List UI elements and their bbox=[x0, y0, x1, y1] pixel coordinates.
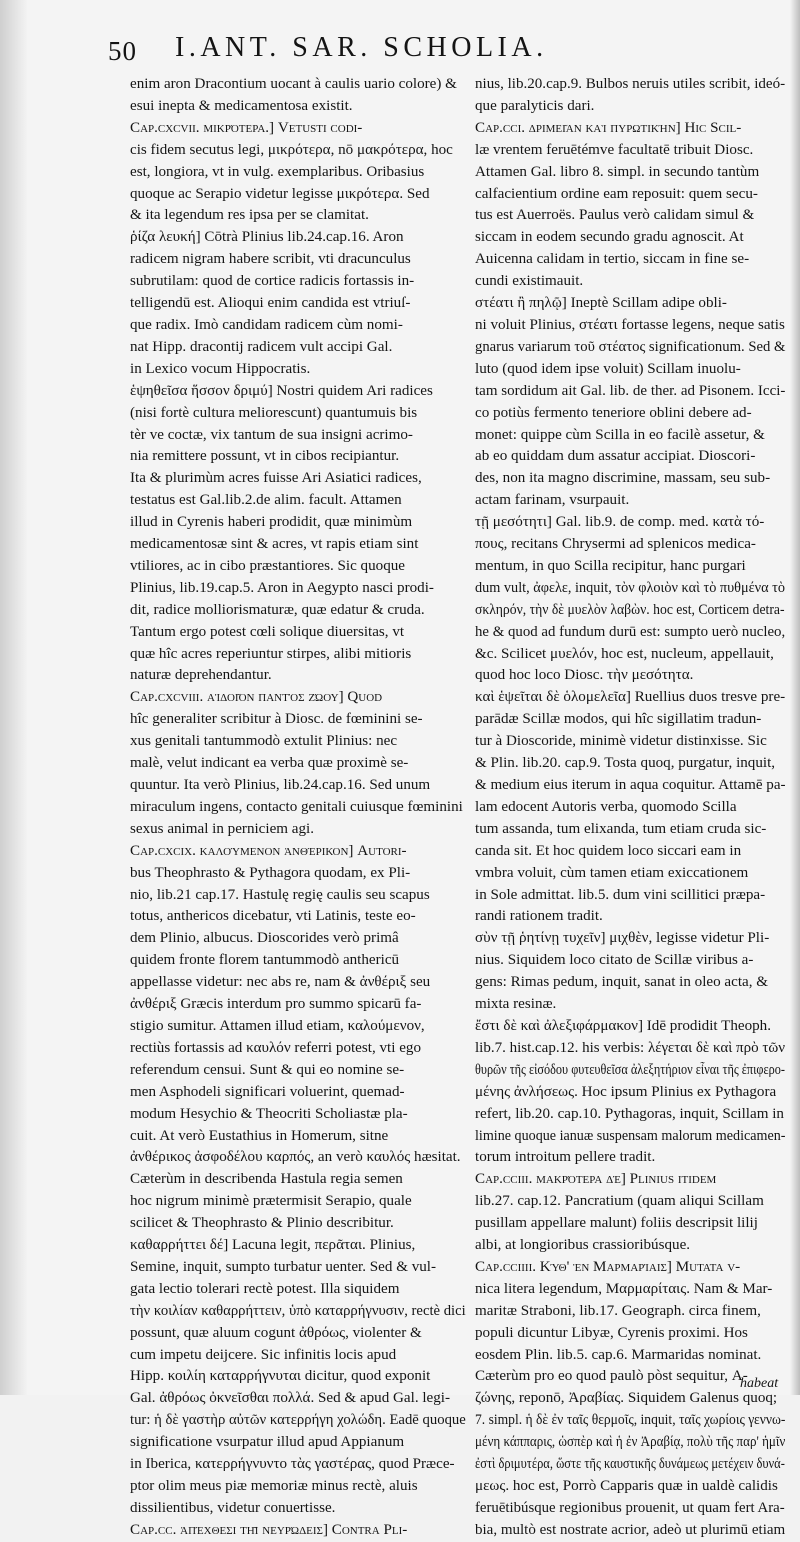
text-line: læ vrentem feruētémve facultatē tribuit Diosc. bbox=[475, 141, 754, 158]
text-line: tum assanda, tum elixanda, tum etiam cruda sic- bbox=[475, 820, 767, 837]
text-line: Cap.cc. ἀπέχθεσι τῇ νευρώδεις] Contra Pli- bbox=[130, 1521, 408, 1538]
text-line: des, non ita magno discrimine, massam, seu sub- bbox=[475, 470, 771, 487]
text-line: torum introitum pellere tradit. bbox=[475, 1149, 656, 1166]
text-line: τὴν κοιλίαν καθαρρήττειν, ὑπὸ καταρρήγνυσιν, rectè dici bbox=[130, 1302, 466, 1319]
text-line: quæ hîc acres reperiuntur stirpes, alibi mitioris bbox=[130, 645, 412, 662]
text-line: &c. Scilicet μυελόν, hoc est, nucleum, appellauit, bbox=[475, 645, 774, 662]
text-line: miraculum ingens, contacto genitali cuiusque fœminini bbox=[130, 798, 463, 815]
text-line: ab eo quiddam dum assatur accipiat. Dioscori- bbox=[475, 448, 756, 465]
text-line: populi dicuntur Libyæ, Cyrenis proximi. Hos bbox=[475, 1324, 748, 1341]
text-line: referendum censui. Sunt & qui eo nomine se- bbox=[130, 1061, 405, 1078]
text-line: Cap.cxcvii. μικρότερα.] Vetusti codi- bbox=[130, 119, 363, 136]
text-line: pusillam appellare malunt) foliis descripsit lilij bbox=[475, 1215, 758, 1232]
text-line: Auicenna calidam in tertio, siccam in fine se- bbox=[475, 251, 750, 268]
page-header bbox=[0, 30, 800, 70]
text-line: nat Hipp. dracontij radicem vult accipi Gal. bbox=[130, 338, 393, 355]
text-line: scilicet & Theophrasto & Plinio describitur. bbox=[130, 1215, 394, 1232]
text-line: Cap.cci. δριμεῖαν καὶ πυρωτικήν] Hic Scil- bbox=[475, 119, 742, 136]
text-line: canda sit. Et hoc quidem loco siccari eam in bbox=[475, 842, 742, 859]
text-line: monet: quippe cùm Scilla in eo facilè assetur, & bbox=[475, 426, 765, 443]
text-line: σὺν τῇ ῥητίνῃ τυχεῖν] μιχθὲν, legisse videtur Pli- bbox=[475, 930, 770, 947]
text-line: nio, lib.21 cap.17. Hastulę regię caulis seu scapus bbox=[130, 886, 430, 903]
text-line: καθαρρήττει δέ] Lacuna legit, περᾶται. Plinius, bbox=[130, 1237, 416, 1254]
text-line: lam edocent Autoris verba, quomodo Scilla bbox=[475, 798, 737, 815]
text-line: mentum, in quo Scilla recipitur, hanc purgari bbox=[475, 557, 746, 574]
text-line: & Plin. lib.20. cap.9. Tosta quoq, purgatur, inquit, bbox=[475, 755, 776, 772]
text-line: que radix. Imò candidam radicem cùm nomi- bbox=[130, 316, 403, 333]
text-line: tur: ἡ δὲ γαστὴρ αὐτῶν κατερρήγη χολώδη. Eadē quoque bbox=[130, 1412, 466, 1429]
text-line: nius. Siquidem loco citato de Scillæ viribus a- bbox=[475, 952, 754, 969]
text-line: & ita legendum res ipsa per se clamitat. bbox=[130, 207, 369, 224]
text-line: refert, lib.20. cap.10. Pythagoras, inquit, Scillam in bbox=[475, 1105, 784, 1122]
text-line: cundi existimauit. bbox=[475, 273, 584, 290]
binding-shadow bbox=[0, 0, 28, 1395]
left-column bbox=[130, 74, 466, 1542]
text-line: ἀνθέριξ Græcis interdum pro summo spicarū fa- bbox=[130, 996, 422, 1013]
text-line: Attamen Gal. libro 8. simpl. in secundo tantùm bbox=[475, 163, 760, 180]
text-line: Ita & plurimùm acres fuisse Ari Asiatici radices, bbox=[130, 470, 422, 487]
text-line: enim aron Dracontium uocant à caulis uario colore) & bbox=[130, 76, 457, 92]
text-line: in Lexico vocum Hippocratis. bbox=[130, 360, 311, 377]
text-line: ptor olim meus piæ memoriæ minus rectè, aluis bbox=[130, 1478, 418, 1494]
text-line: modum Hesychio & Theocriti Scholiastæ pla- bbox=[130, 1105, 408, 1122]
text-line: lib.27. cap.12. Pancratium (quam aliqui Scillam bbox=[475, 1193, 764, 1210]
text-line: σκληρόν, τὴν δὲ μυελὸν λαβὼν. hoc est, Corticem detra- bbox=[475, 601, 785, 618]
text-line: mixta resinæ. bbox=[475, 996, 557, 1013]
text-line: co potiùs fermento teneriore oblini debere ad- bbox=[475, 404, 752, 421]
text-line: he & quod ad fundum durū est: sumpto uerò nucleo, bbox=[475, 623, 786, 640]
text-line: calfacientium ordine eam reposuit: quem secu- bbox=[475, 185, 758, 202]
text-line: gnarus variarum τοῦ στέατος significationum. Sed & bbox=[475, 338, 786, 355]
text-line: telligendū est. Alioqui enim candida est vtriuſ- bbox=[130, 295, 411, 312]
text-line: ni voluit Plinius, στέατι fortasse legens, neque satis bbox=[475, 316, 785, 333]
text-line: quidem fronte florem tantummodò anthericū bbox=[130, 952, 400, 969]
text-line: lib.7. hist.cap.12. his verbis: λέγεται δὲ καὶ πρὸ τῶν bbox=[475, 1039, 786, 1056]
text-line: nius, lib.20.cap.9. Bulbos neruis utiles scribit, ideó- bbox=[475, 76, 786, 92]
text-line: feruētibúsque regionibus prouenit, ut quam fert Ara- bbox=[475, 1499, 785, 1516]
text-line: dit, radice molliorismaturæ, quæ edatur & cruda. bbox=[130, 601, 425, 618]
text-line: naturæ deprehendantur. bbox=[130, 667, 272, 684]
text-line: malè, velut indicant ea verba quæ proximè se- bbox=[130, 755, 409, 772]
text-line: τῇ μεσότητι] Gal. lib.9. de comp. med. κατὰ τό- bbox=[475, 514, 765, 531]
text-line: possunt, quæ aluum cogunt ἀθρόως, violenter & bbox=[130, 1324, 422, 1341]
text-line: quod hoc loco Diosc. τὴν μεσότητα. bbox=[475, 667, 694, 684]
text-line: Cæterùm in describenda Hastula regia semen bbox=[130, 1171, 403, 1188]
text-line: Cæterùm pro eo quod paulò pòst sequitur, Α- bbox=[475, 1368, 748, 1385]
text-line: στέατι ἢ πηλῷ] Ineptè Scillam adipe obli- bbox=[475, 295, 727, 312]
text-line: est, longiora, vt in vulg. exemplaribus. Oribasius bbox=[130, 163, 425, 180]
text-line: medicamentosæ sint & acres, vt rapis etiam sint bbox=[130, 536, 419, 553]
text-line: totus, anthericos dicebatur, vti Latinis, teste eo- bbox=[130, 908, 416, 925]
text-line: esui inepta & medicamentosa existit. bbox=[130, 97, 353, 114]
text-line: subrutilam: quod de cortice radicis fortassis in- bbox=[130, 273, 415, 290]
text-line: ῥίζα λευκή] Cōtrà Plinius lib.24.cap.16. Aron bbox=[130, 229, 404, 246]
text-line: gata lectio tolerari rectè potest. Illa siquidem bbox=[130, 1280, 400, 1297]
text-line: nia remittere possunt, vt in cibos recipiantur. bbox=[130, 448, 400, 465]
text-line: cis fidem secutus legi, μικρότερα, nō μακρότερα, hoc bbox=[130, 141, 453, 158]
text-line: radicem nigram habere scribit, vti dracunculus bbox=[130, 251, 411, 268]
text-line: hîc generaliter scribitur à Diosc. de fœminini se- bbox=[130, 711, 423, 728]
text-line: in Iberica, κατερρήγνυντο τὰς γαστέρας, quod Præce- bbox=[130, 1456, 455, 1473]
text-line: limine quoque ianuæ suspensam malorum medicamen- bbox=[475, 1127, 786, 1144]
text-line: καὶ ἑψεῖται δὲ ὁλομελεῖα] Ruellius duos tresve pre- bbox=[475, 689, 786, 706]
text-line: dissilientibus, videtur conuertisse. bbox=[130, 1499, 336, 1516]
text-line: dem Plinio, albucus. Dioscorides verò primâ bbox=[130, 930, 399, 947]
text-line: testatus est Gal.lib.2.de alim. facult. Attamen bbox=[130, 492, 402, 509]
text-line: randi rationem tradit. bbox=[475, 908, 603, 925]
scan-edge-shadow bbox=[790, 0, 800, 1395]
text-line: in Sole admittat. lib.5. dum vini scillitici præpa- bbox=[475, 886, 766, 903]
text-line: ἐστὶ δριμυτέρα, ὥστε τῆς καυστικῆς δυνάμεως μετέχειν δυνά- bbox=[475, 1456, 785, 1473]
text-line: bia, multò est nostrate acrior, adeò ut plurimū etiam bbox=[475, 1521, 786, 1538]
text-line: dum vult, ἀφελε, inquit, τὸν φλοιὸν καὶ τὸ πυθμένα τὸ bbox=[475, 579, 785, 596]
text-line: Cap.cciii. μακρότερα δέ] Plinius itidem bbox=[475, 1171, 717, 1188]
text-line: ἑψηθεῖσα ἥσσον δριμύ] Nostri quidem Ari radices bbox=[130, 382, 433, 399]
text-line: (nisi fortè cultura meliorescunt) quantumuis bis bbox=[130, 404, 418, 421]
text-line: actam farinam, vsurpauit. bbox=[475, 492, 630, 509]
page-number: 50 bbox=[108, 36, 137, 66]
text-line: tus est Auerroës. Paulus verò calidam simul & bbox=[475, 207, 755, 224]
text-line: μεως. hoc est, Porrò Capparis quæ in ualdè calidis bbox=[475, 1478, 778, 1494]
text-line: appellasse videtur: nec abs re, nam & ἀνθέριξ seu bbox=[130, 974, 431, 991]
text-line: 7. simpl. ἡ δὲ ἐν ταῖς θερμοῖς, inquit, ταῖς χωρίοις γεννω- bbox=[475, 1412, 786, 1429]
text-line: ζώνης, reponō, Ἀραβίας. Siquidem Galenus quoq; bbox=[475, 1390, 778, 1407]
text-line: Tantum ergo potest cœli solique diuersitas, vt bbox=[130, 623, 405, 640]
text-line: luto (quod idem ipse voluit) Scillam inuolu- bbox=[475, 360, 741, 377]
text-line: Semine, inquit, sumpto turbatur uenter. Sed & vul- bbox=[130, 1258, 437, 1275]
text-line: eosdem Plin. lib.5. cap.6. Marmaridas nominat. bbox=[475, 1346, 762, 1363]
text-line: siccam in eodem secundo gradu agnoscit. At bbox=[475, 229, 744, 246]
text-line: Cap.cciiii. Κύθ' ἐν Μαρμαρίαις] Mutata v- bbox=[475, 1258, 741, 1275]
right-column bbox=[475, 74, 785, 1542]
text-line: tur à Dioscoride, minimè videtur distinxisse. Sic bbox=[475, 733, 767, 750]
text-line: gens: Rimas pedum, inquit, sanat in oleo acta, & bbox=[475, 974, 769, 991]
text-line: bus Theophrasto & Pythagora quodam, ex Pli- bbox=[130, 864, 411, 881]
text-line: Gal. ἀθρόως ὀκνεῖσθαι πολλά. Sed & apud Gal. legi- bbox=[130, 1390, 451, 1407]
text-line: hoc nigrum minimè prætermisit Serapio, quale bbox=[130, 1193, 412, 1210]
text-line: que paralyticis dari. bbox=[475, 97, 595, 114]
text-line: maritæ Straboni, lib.17. Geograph. circa finem, bbox=[475, 1302, 761, 1319]
text-line: albi, at longioribus crassioribúsque. bbox=[475, 1237, 691, 1254]
text-line: quoque ac Serapio videtur legisse μικρότερα. Sed bbox=[130, 185, 430, 202]
running-title: I.ANT. SAR. SCHOLIA. bbox=[175, 32, 548, 63]
text-line: & medium eius iterum in aqua coquitur. Attamē pa- bbox=[475, 777, 786, 793]
text-line: significatione vsurpatur illud apud Appianum bbox=[130, 1434, 405, 1451]
text-line: sexus animal in perniciem agi. bbox=[130, 820, 315, 837]
text-line: μένη κάππαρις, ὡσπὲρ καὶ ἡ ἐν Ἀραβίᾳ, πολὺ τῆς παρ' ἡμῖν bbox=[475, 1434, 786, 1451]
text-line: nica litera legendum, Μαρμαρίταις. Nam & Mar- bbox=[475, 1280, 773, 1297]
text-line: tam sordidum ait Gal. lib. de ther. ad Pisonem. Icci- bbox=[475, 382, 786, 399]
text-line: xus genitali tantummodò extulit Plinius: nec bbox=[130, 733, 398, 750]
text-line: cum impetu deijcere. Sic infinitis locis apud bbox=[130, 1346, 397, 1363]
text-line: Plinius, lib.19.cap.5. Aron in Aegypto nasci prodi- bbox=[130, 579, 434, 596]
text-line: Cap.cxcix. καλούμενον ἀνθέρικον] Autori- bbox=[130, 842, 407, 859]
text-line: μένης ἀνλήσεως. Hoc ipsum Plinius ex Pythagora bbox=[475, 1083, 777, 1100]
text-line: ἀνθέρικος ἀσφοδέλου καρπός, an verò καυλός hæsitat. bbox=[130, 1149, 461, 1166]
catchword: habeat bbox=[740, 1376, 779, 1391]
text-line: θυρῶν τῆς εἰσόδου φυτευθεῖσα ἀλεξητήριον εἶναι τῆς ἐπιφερο- bbox=[475, 1061, 785, 1078]
text-line: Cap.cxcviii. αἰδοῖον παντὸς ζώου] Quod bbox=[130, 689, 383, 706]
text-line: vtiliores, ac in cibo præstantiores. Sic quoque bbox=[130, 557, 405, 574]
text-line: quuntur. Ita verò Plinius, lib.24.cap.16. Sed unum bbox=[130, 777, 431, 793]
text-line: Hipp. κοιλίη καταρρήγνυται dicitur, quod exponit bbox=[130, 1368, 431, 1385]
text-line: ἔστι δὲ καὶ ἀλεξιφάρμακον] Idē prodidit Theoph. bbox=[475, 1017, 771, 1034]
text-line: illud in Cyrenis haberi prodidit, quæ minimùm bbox=[130, 514, 413, 531]
text-line: men Asphodeli significari voluerint, quemad- bbox=[130, 1083, 405, 1100]
text-line: cuit. At verò Eustathius in Homerum, sitne bbox=[130, 1127, 389, 1144]
text-line: πους, recitans Chrysermi ad splenicos medica- bbox=[475, 536, 756, 553]
text-line: parādæ Scillæ modos, qui hîc sigillatim tradun- bbox=[475, 711, 762, 728]
text-line: vmbra voluit, cùm tamen etiam exiccationem bbox=[475, 864, 749, 881]
text-line: stigio sumitur. Attamen illud etiam, καλούμενον, bbox=[130, 1017, 425, 1034]
text-line: tèr ve coctæ, vix tantum de sua insigni acrimo- bbox=[130, 426, 413, 443]
text-line: rectiùs fortassis ad καυλόν referri potest, vti ego bbox=[130, 1039, 421, 1056]
